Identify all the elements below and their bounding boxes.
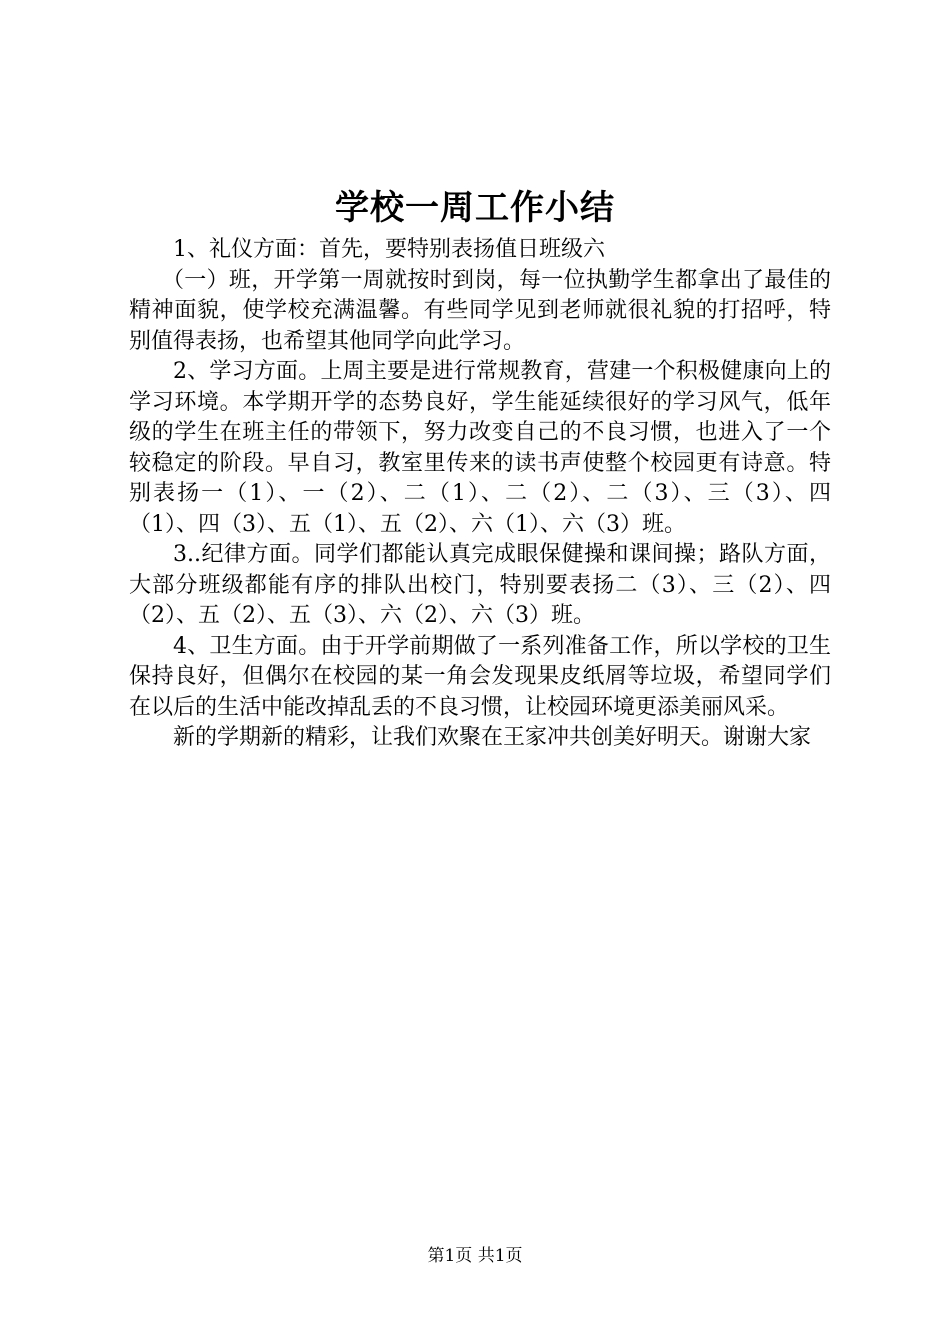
paragraph-etiquette: （一）班，开学第一周就按时到岗，每一位执勤学生都拿出了最佳的精神面貌，使学校充满温馨。有些同学见到老师就很礼貌的打招呼，特别值得表扬，也希望其他同学向此学习。 bbox=[129, 267, 831, 354]
paragraph-study: 2、学习方面。上周主要是进行常规教育，营建一个积极健康向上的学习环境。本学期开学的态势良好，学生能延续很好的学习风气，低年级的学生在班主任的带领下，努力改变自己的不良习惯，也进入了一个较稳定的阶段。早自习，教室里传来的读书声使整个校园更有诗意。特别表扬一（1）、一（2）、二（1）、二（2）、二（3）、三（3）、四（1）、四（3）、五（1）、五（2）、六（1）、六（3）班。 bbox=[129, 359, 831, 537]
paragraph-etiquette-intro: 1、礼仪方面：首先，要特别表扬值日班级六 bbox=[173, 237, 605, 262]
paragraph-hygiene: 4、卫生方面。由于开学前期做了一系列准备工作，所以学校的卫生保持良好，但偶尔在校园的某一角会发现果皮纸屑等垃圾，希望同学们在以后的生活中能改掉乱丢的不良习惯，让校园环境更添美丽风采。 bbox=[129, 633, 831, 720]
page-number-footer: 第1页 共1页 bbox=[427, 1246, 523, 1266]
document-body bbox=[129, 235, 831, 754]
paragraph-discipline: 3..纪律方面。同学们都能认真完成眼保健操和课间操；路队方面，大部分班级都能有序的排队出校门，特别要表扬二（3）、三（2）、四（2）、五（2）、五（3）、六（2）、六（3）班。 bbox=[129, 542, 831, 628]
document-title: 学校一周工作小结 bbox=[335, 188, 615, 228]
paragraph-closing: 新的学期新的精彩，让我们欢聚在王家冲共创美好明天。谢谢大家 bbox=[173, 725, 812, 750]
